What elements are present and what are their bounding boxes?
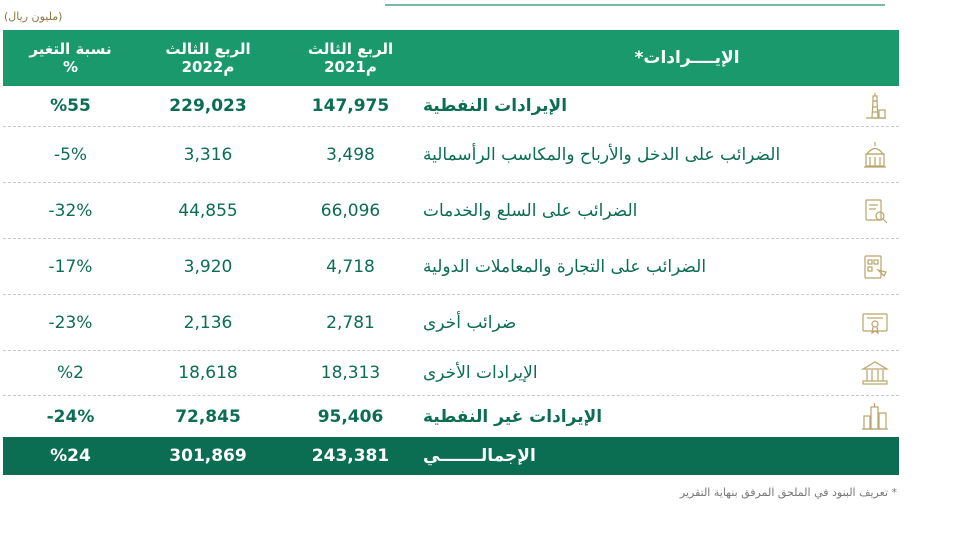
- total-row: [3, 437, 899, 475]
- cell-change: -24%: [46, 406, 95, 427]
- table-row: [3, 86, 899, 127]
- top-decorative-line: [385, 0, 885, 6]
- certificate-icon: [851, 295, 899, 350]
- cell-change: %55: [50, 96, 91, 116]
- cell-q3-2021: 66,096: [320, 200, 381, 221]
- cell-label: الضرائب على السلع والخدمات: [423, 200, 638, 221]
- cell-change: -17%: [48, 256, 93, 277]
- cell-q3-2021: 18,313: [320, 363, 381, 383]
- city-buildings-icon: [851, 396, 899, 437]
- header-change-line2: %: [62, 58, 79, 76]
- cell-q3-2021: 95,406: [317, 406, 384, 427]
- header-q3-2022: [138, 30, 278, 86]
- cell-q3-2021: 4,718: [326, 256, 375, 277]
- header-revenues: [423, 30, 841, 86]
- cell-label: الإيرادات النفطية: [423, 96, 568, 116]
- table-row: [3, 239, 899, 295]
- cell-label: الضرائب على التجارة والمعاملات الدولية: [423, 256, 707, 277]
- government-building-icon: [851, 127, 899, 182]
- cell-q3-2021: 2,781: [326, 312, 375, 333]
- header-q3-2021-line2: 2021م: [324, 58, 377, 76]
- cell-q3-2022: 3,920: [183, 256, 233, 277]
- revenue-table: [3, 30, 899, 475]
- cell-q3-2022: 44,855: [178, 200, 238, 221]
- oil-refinery-icon: [851, 86, 899, 126]
- table-row: [3, 396, 899, 437]
- table-row: [3, 183, 899, 239]
- trade-document-icon: [851, 239, 899, 294]
- cell-label: الإيرادات الأخرى: [423, 363, 538, 383]
- invoice-search-icon: [851, 183, 899, 238]
- bank-icon: [851, 351, 899, 395]
- header-q3-2022-line2: 2022م: [181, 58, 235, 76]
- total-label: الإجمالـــــــي: [423, 446, 536, 466]
- cell-change: -32%: [48, 200, 93, 221]
- table-row: [3, 295, 899, 351]
- header-revenues-label: الإيــــرادات*: [634, 48, 740, 68]
- total-q3-2022: 301,869: [169, 446, 247, 466]
- table-row: [3, 351, 899, 396]
- cell-q3-2022: 18,618: [178, 363, 238, 383]
- cell-q3-2022: 2,136: [183, 312, 233, 333]
- unit-note: (مليون ريال): [4, 10, 63, 23]
- cell-q3-2022: 72,845: [175, 406, 241, 427]
- cell-q3-2021: 3,498: [326, 144, 375, 165]
- cell-change: %2: [57, 363, 84, 383]
- cell-label: ضرائب أخرى: [423, 312, 517, 333]
- cell-q3-2022: 229,023: [169, 96, 247, 116]
- header-change: [3, 30, 138, 86]
- cell-change: -5%: [53, 144, 88, 165]
- table-header: [3, 30, 899, 86]
- cell-label: الضرائب على الدخل والأرباح والمكاسب الرأسمالية: [423, 144, 781, 165]
- footnote: * تعريف البنود في الملحق المرفق بنهاية التقرير: [679, 486, 897, 499]
- header-q3-2022-line1: الربع الثالث: [165, 40, 251, 58]
- header-q3-2021: [278, 30, 423, 86]
- cell-q3-2022: 3,316: [183, 144, 233, 165]
- table-row: [3, 127, 899, 183]
- header-change-line1: نسبة التغير: [29, 40, 112, 58]
- cell-change: -23%: [48, 312, 93, 333]
- total-change: %24: [50, 446, 91, 466]
- cell-label: الإيرادات غير النفطية: [423, 406, 603, 427]
- cell-q3-2021: 147,975: [311, 96, 390, 116]
- header-q3-2021-line1: الربع الثالث: [307, 40, 394, 58]
- total-q3-2021: 243,381: [311, 446, 390, 466]
